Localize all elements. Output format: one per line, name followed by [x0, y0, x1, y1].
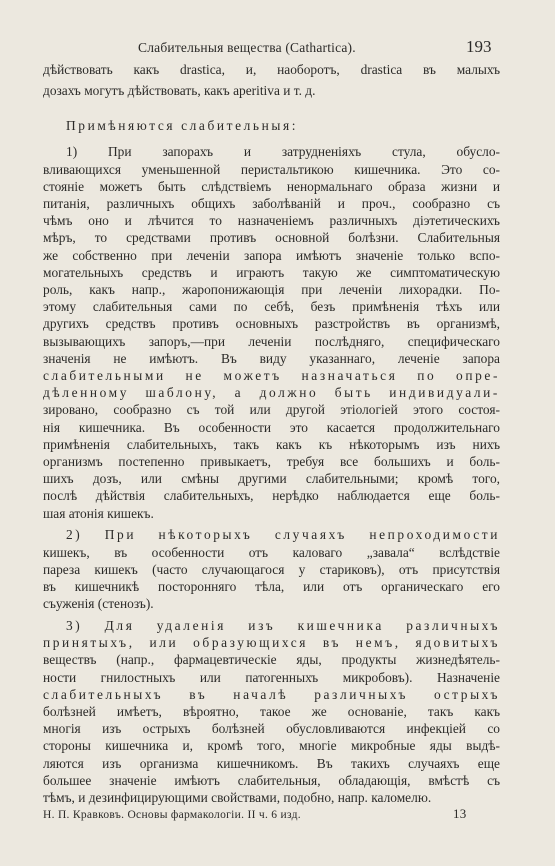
text-line: съуженія (стенозъ).	[43, 596, 154, 612]
text-line: роль, какъ напр., жаропонижающія при леченіи лихорадки. По-	[43, 282, 500, 298]
text-line: шихъ дозъ, или смѣны другими слабительными; кромѣ того,	[43, 471, 500, 487]
text-line: слабительными не можетъ назначаться по опре-	[43, 368, 500, 384]
text-line: стороны кишечника и, кромѣ того, многіе микробные яды выдѣ-	[43, 738, 500, 754]
text-line: большее значеніе имѣютъ слабительныя, обладающія, вмѣстѣ съ	[43, 772, 500, 788]
text-line: 3) Для удаленія изъ кишечника различныхъ	[66, 617, 500, 633]
text-line: дѣленному шаблону, а должно быть индивидуали-	[43, 385, 500, 401]
text-line: въ кишечникѣ посторонняго тѣла, или отъ органическаго его	[43, 579, 500, 595]
text-line: 1) При запорахъ и затрудненіяхъ стула, обусло-	[66, 144, 500, 160]
text-line: значенія не имѣютъ. Въ виду указаннаго, леченіе запора	[43, 350, 500, 366]
text-line: вызывающихъ запоръ,—при леченіи послѣдняго, специфическаго	[43, 333, 500, 349]
text-line: примѣненія слабительныхъ, такъ какъ къ нѣкоторымъ изъ нихъ	[43, 436, 500, 452]
text-line: этому слабительныя сами по себѣ, безъ примѣненія тѣхъ или	[43, 299, 500, 315]
text-line: нія кишечника. Въ особенности это касается продолжительнаго	[43, 419, 500, 435]
text-line: принятыхъ, или образующихся въ немъ, ядовитыхъ	[43, 635, 500, 651]
footer-signature: Н. П. Кравковъ. Основы фармакологіи. II ч. 6 изд.	[43, 809, 301, 821]
text-line: мѣръ, то средствами противъ основной болѣзни. Слабительныя	[43, 230, 500, 246]
text-line: болѣзней имѣетъ, вѣроятно, такое же основаніе, такъ какъ	[43, 703, 500, 719]
text-line: чѣмъ оно и лѣчится то назначеніемъ различныхъ діэтетическихъ	[43, 213, 500, 229]
text-line: ляются изъ организма кишечникомъ. Въ такихъ случаяхъ еще	[43, 755, 500, 771]
text-line: многія изъ острыхъ болѣзней обусловливаются инфекціей со	[43, 721, 500, 737]
text-line: питанія, различныхъ общихъ заболѣваній и проч., сообразно съ	[43, 196, 500, 211]
text-line: могательныхъ средствъ и играютъ такую же симптоматическую	[43, 264, 500, 280]
text-line: веществъ (напр., фармацевтическіе яды, продукты жизнедѣятель-	[43, 652, 500, 668]
text-line: шая атонія кишекъ.	[43, 505, 154, 521]
text-line: зировано, сообразно съ той или другой этіологіей этого состоя-	[43, 402, 500, 418]
text-line: вливающихся уменьшенной перистальтикою кишечника. Это со-	[43, 161, 500, 177]
text-line: 2) При нѣкоторыхъ случаяхъ непроходимости	[66, 527, 500, 543]
text-line: дозахъ могутъ дѣйствовать, какъ aperitiva и т. д.	[43, 82, 316, 98]
text-line: кишекъ, въ особенности отъ каловаго „завала“ вслѣдствіе	[43, 544, 500, 560]
text-line: Примѣняются слабительныя:	[66, 118, 299, 134]
text-line: слабительныхъ въ началѣ различныхъ острыхъ	[43, 686, 500, 702]
text-line: другихъ средствъ противъ основныхъ разстройствъ въ организмѣ,	[43, 316, 500, 332]
running-title: Слабительныя вещества (Cathartica).	[138, 40, 356, 55]
sheet-number: 13	[453, 806, 467, 821]
text-line: пареза кишекъ (часто случающагося у стариковъ), отъ присутствія	[43, 561, 500, 577]
text-line: ности гнилостныхъ или патогенныхъ микробовъ). Назначеніе	[43, 669, 500, 685]
text-line: организмъ постепенно привыкаетъ, требуя все большихъ и боль-	[43, 454, 500, 470]
page-number: 193	[466, 37, 492, 56]
text-line: тѣмъ, и дезинфицирующими свойствами, подобно, напр. каломелю.	[43, 790, 432, 805]
text-line: же собственно при леченіи запора имѣютъ значеніе только вспо-	[43, 247, 500, 263]
text-line: дѣйствовать какъ drastica, и, наоборотъ, drastica въ малыхъ	[43, 62, 500, 77]
text-line: послѣ дѣйствія слабительныхъ, нерѣдко наблюдается еще боль-	[43, 488, 500, 504]
text-line: стояніе можетъ быть слѣдствіемъ ненормальнаго образа жизни и	[43, 178, 500, 194]
